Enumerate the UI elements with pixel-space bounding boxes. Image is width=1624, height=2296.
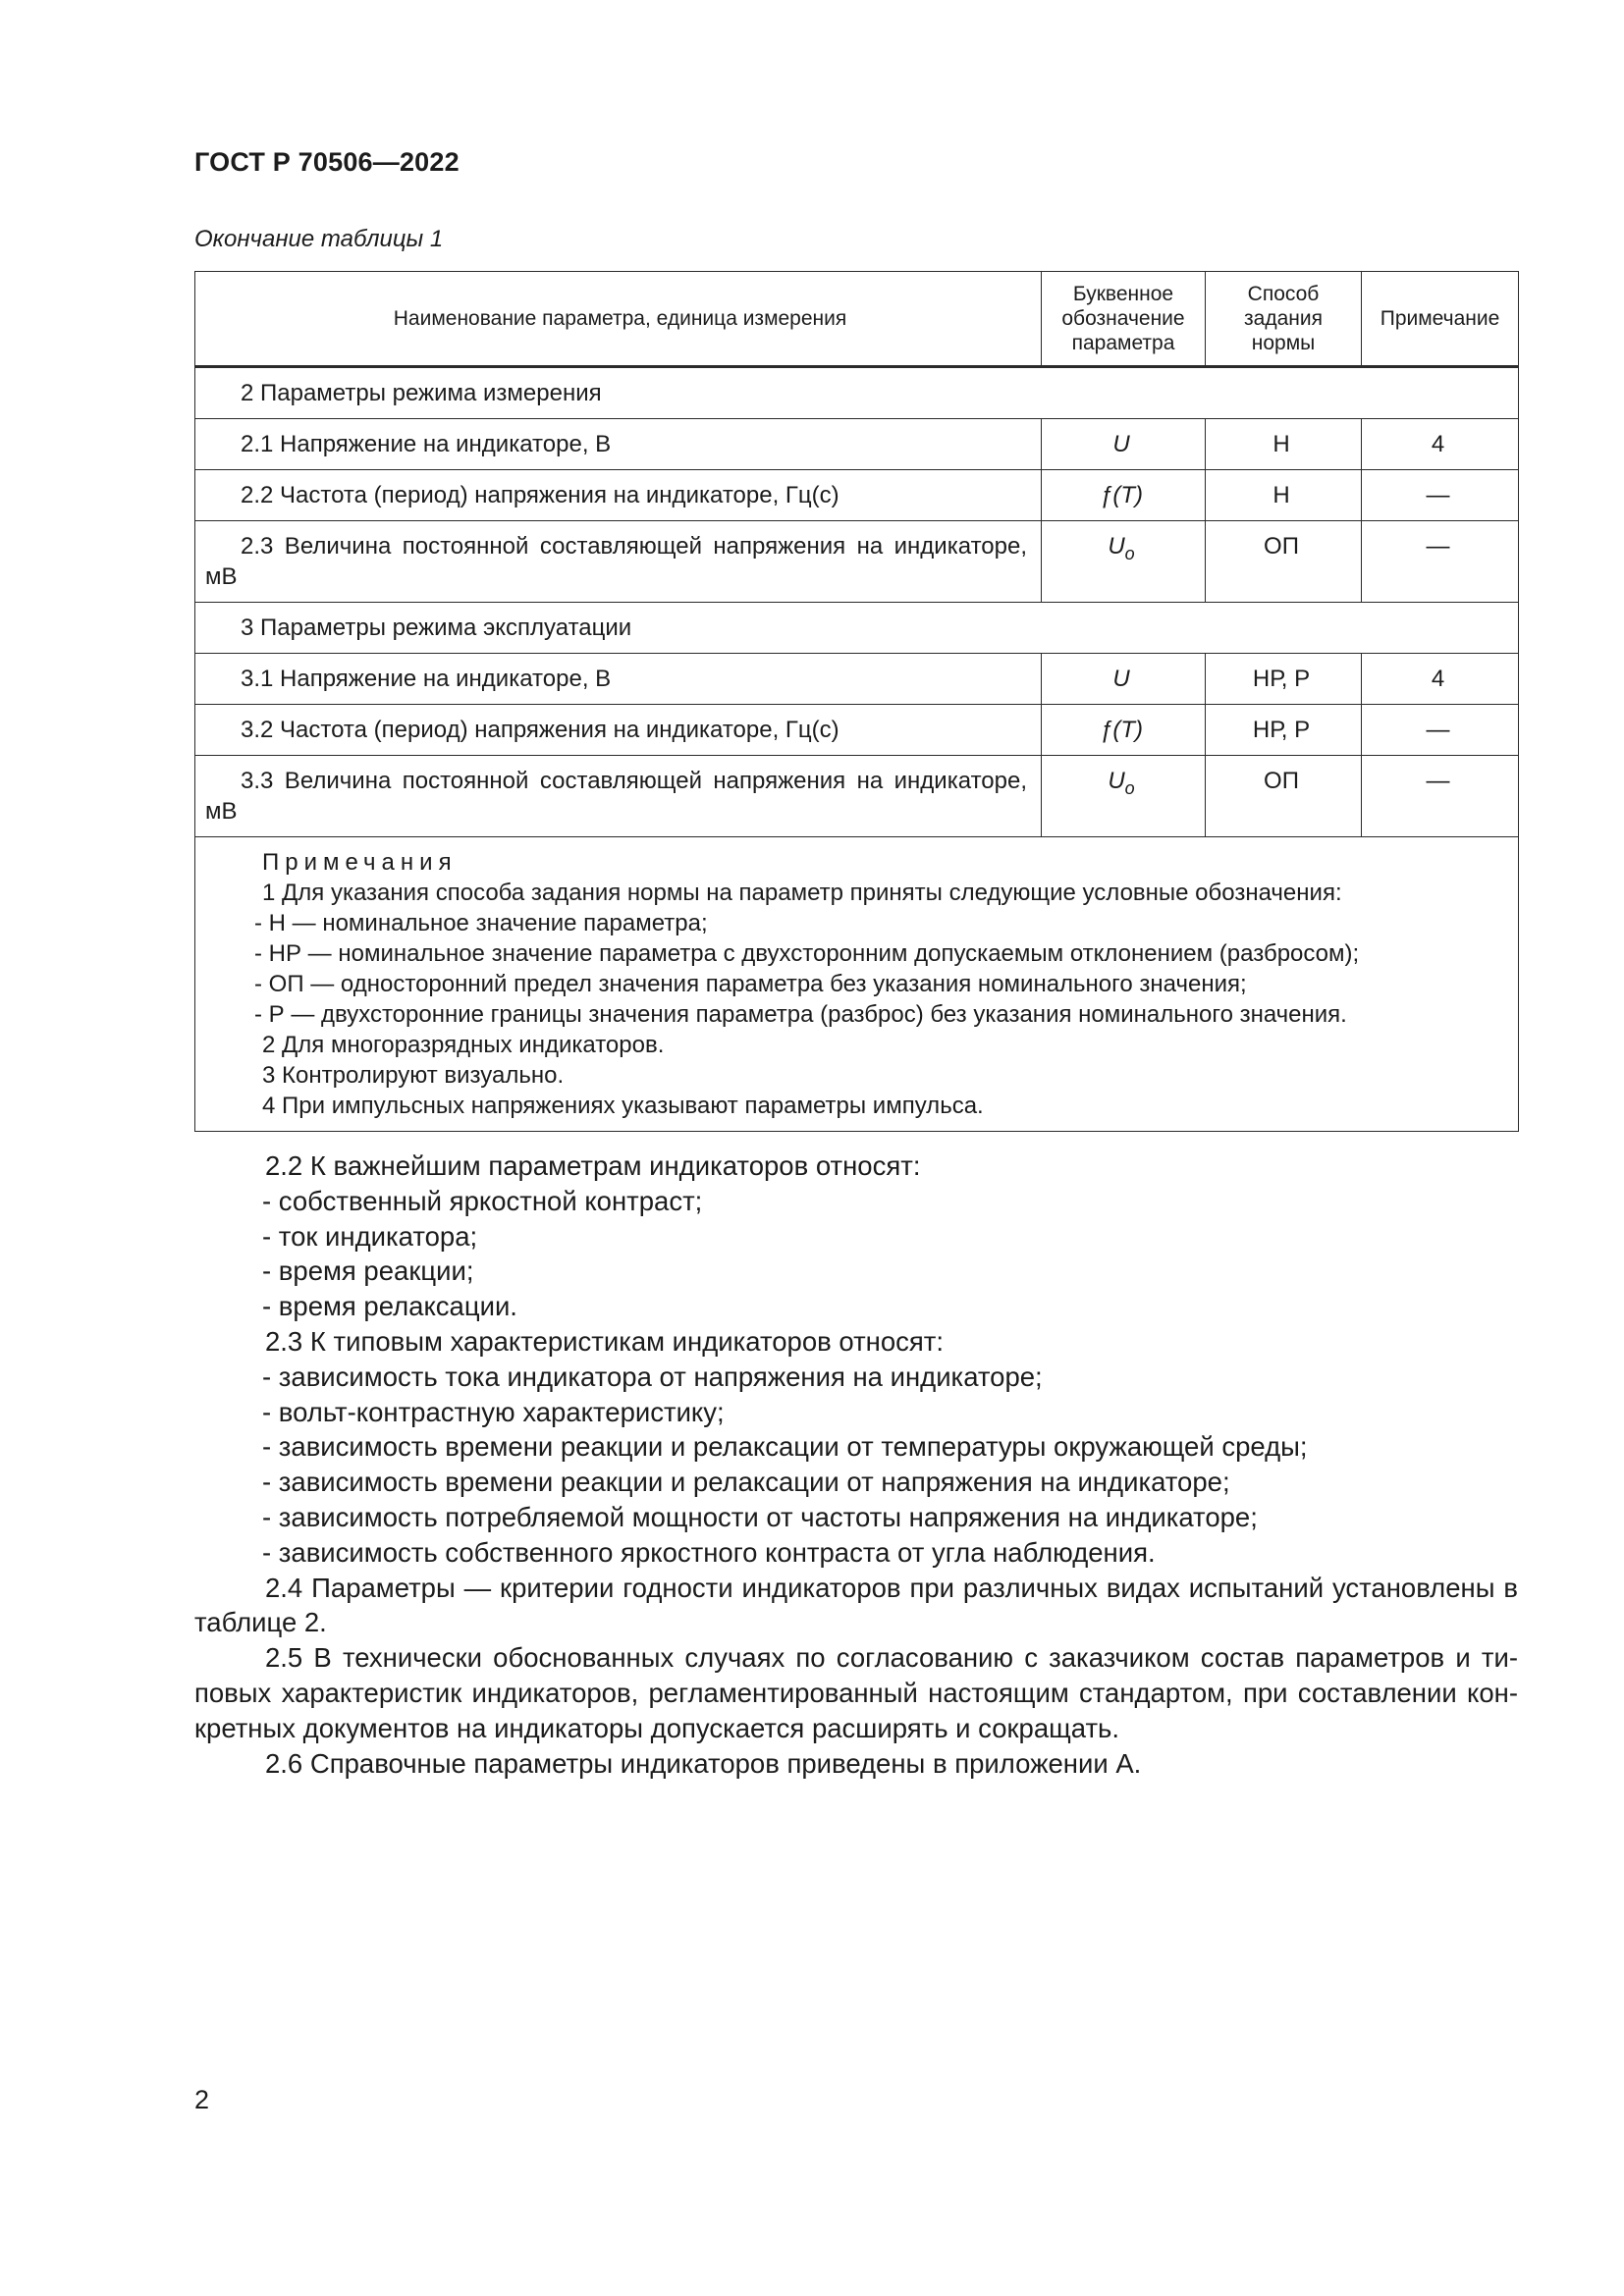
table-body <box>195 367 1519 837</box>
symbol-subscript: o <box>1124 543 1135 563</box>
table-caption: Окончание таблицы 1 <box>194 226 444 252</box>
norm-method: НР, Р <box>1206 705 1362 756</box>
paragraph-2-6: 2.6 Справочные параметры индикаторов приведены в приложении А. <box>265 1747 1142 1779</box>
column-header-symbol: Буквенное обозначение параметра <box>1042 272 1206 367</box>
norm-method: ОП <box>1206 756 1362 837</box>
document-header: ГОСТ Р 70506—2022 <box>194 147 460 177</box>
parameter-note: — <box>1362 470 1519 521</box>
body-text <box>194 1148 1518 1781</box>
paragraph-2-5: 2.5 В технически обоснованных случаях по согласованию с заказчиком состав параметров и типовых характеристик индикаторов, регламентированный настоящим стандартом, при составлении конкретных документов на индикаторы допускается расширять и сокращать. <box>194 1642 1518 1743</box>
norm-method: Н <box>1206 419 1362 470</box>
parameter-note: — <box>1362 705 1519 756</box>
page-number: 2 <box>194 2085 210 2114</box>
list-item: - ток индикатора; <box>262 1220 478 1252</box>
table-row <box>195 470 1519 521</box>
parameter-note: 4 <box>1362 654 1519 705</box>
list-item: - зависимость времени реакции и релаксации от температуры окружающей среды; <box>262 1431 1308 1463</box>
table-notes-row <box>195 837 1519 1132</box>
section-title: 2 Параметры режима измерения <box>195 367 1519 419</box>
norm-method: ОП <box>1206 521 1362 603</box>
column-header-way: Способ задания нормы <box>1206 272 1362 367</box>
list-item: - зависимость собственного яркостного контраста от угла наблюдения. <box>262 1536 1156 1568</box>
column-header-name: Наименование параметра, единица измерения <box>195 272 1042 367</box>
note-item: 3 Контролируют визуально. <box>262 1062 565 1089</box>
paragraph-2-4: 2.4 Параметры — критерии годности индикаторов при различных видах испытаний установлены в таблице 2. <box>194 1572 1518 1638</box>
table-row <box>195 521 1519 603</box>
symbol-main: ƒ(Т) <box>1100 482 1143 508</box>
table-row <box>195 756 1519 837</box>
parameter-symbol <box>1042 756 1206 837</box>
table-row <box>195 654 1519 705</box>
parameter-name: 3.2 Частота (период) напряжения на индикаторе, Гц(с) <box>195 705 1042 756</box>
parameter-symbol <box>1042 705 1206 756</box>
parameter-name: 2.3 Величина постоянной составляющей напряжения на индикаторе, мВ <box>195 521 1042 603</box>
table-section-row <box>195 367 1519 419</box>
table-section-row <box>195 603 1519 654</box>
norm-method: НР, Р <box>1206 654 1362 705</box>
symbol-main: ƒ(Т) <box>1100 717 1143 743</box>
parameter-symbol <box>1042 419 1206 470</box>
list-item: - зависимость потребляемой мощности от частоты напряжения на индикаторе; <box>262 1501 1258 1532</box>
note-item: 2 Для многоразрядных индикаторов. <box>262 1032 665 1058</box>
symbol-main: U <box>1108 768 1125 794</box>
parameter-name: 2.2 Частота (период) напряжения на индикаторе, Гц(с) <box>195 470 1042 521</box>
parameter-note: — <box>1362 521 1519 603</box>
notes-title: Примечания <box>262 849 458 876</box>
list-item: - время релаксации. <box>262 1291 517 1322</box>
note-item: - Н — номинальное значение параметра; <box>254 910 708 936</box>
table-row <box>195 419 1519 470</box>
parameter-symbol <box>1042 521 1206 603</box>
note-item: - Р — двухсторонние границы значения параметра (разброс) без указания номинального значения. <box>254 1001 1347 1028</box>
column-header-note: Примечание <box>1362 272 1519 367</box>
parameters-table <box>194 271 1519 1132</box>
table-header-row <box>195 272 1519 367</box>
parameter-note: — <box>1362 756 1519 837</box>
note-item: 1 Для указания способа задания нормы на параметр приняты следующие условные обозначения: <box>262 880 1342 906</box>
note-item: - ОП — односторонний предел значения параметра без указания номинального значения; <box>254 971 1247 997</box>
norm-method: Н <box>1206 470 1362 521</box>
table-notes <box>195 837 1519 1132</box>
parameter-name: 2.1 Напряжение на индикаторе, В <box>195 419 1042 470</box>
list-item: - вольт-контрастную характеристику; <box>262 1396 725 1427</box>
list-item: - собственный яркостной контраст; <box>262 1185 703 1216</box>
parameter-name: 3.3 Величина постоянной составляющей напряжения на индикаторе, мВ <box>195 756 1042 837</box>
symbol-subscript: o <box>1124 777 1135 798</box>
list-item: - зависимость времени реакции и релаксации от напряжения на индикаторе; <box>262 1467 1230 1498</box>
parameter-note: 4 <box>1362 419 1519 470</box>
list-item: - зависимость тока индикатора от напряжения на индикаторе; <box>262 1361 1043 1392</box>
note-item: 4 При импульсных напряжениях указывают параметры импульса. <box>262 1093 984 1119</box>
symbol-main: U <box>1112 666 1130 692</box>
parameter-symbol <box>1042 470 1206 521</box>
note-item: - НР — номинальное значение параметра с двухсторонним допускаемым отклонением (разбросом); <box>254 940 1360 967</box>
parameter-symbol <box>1042 654 1206 705</box>
list-item: - время реакции; <box>262 1255 474 1287</box>
paragraph-2-3: 2.3 К типовым характеристикам индикаторов относят: <box>265 1325 945 1357</box>
symbol-main: U <box>1112 431 1130 457</box>
table-row <box>195 705 1519 756</box>
parameter-name: 3.1 Напряжение на индикаторе, В <box>195 654 1042 705</box>
symbol-main: U <box>1108 533 1125 560</box>
section-title: 3 Параметры режима эксплуатации <box>195 603 1519 654</box>
paragraph-2-2: 2.2 К важнейшим параметрам индикаторов относят: <box>265 1150 921 1181</box>
